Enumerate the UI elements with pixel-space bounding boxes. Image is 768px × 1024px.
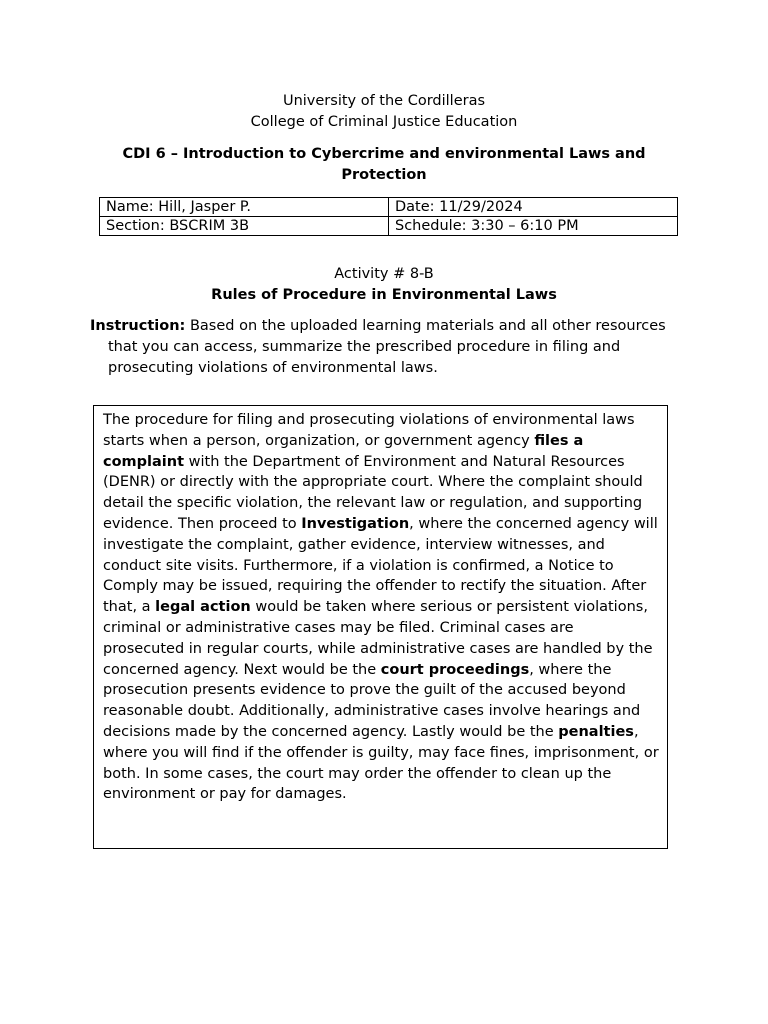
document-header xyxy=(0,91,768,133)
activity-heading xyxy=(0,264,768,306)
answer-text: with the Department of Environment and Natural Resources (DENR) or directly with the appropriate court. Where the complaint should detail the specific violation, the relevant law or regulation, and supporting evidence. Then proceed to xyxy=(103,453,643,532)
instruction-label: Instruction: xyxy=(90,318,186,334)
answer-text: , where you will find if the offender is guilty, may face fines, imprisonment, or both. In some cases, the court may order the offender to clean up the environment or pay for damages. xyxy=(103,723,659,803)
instruction-text: Based on the uploaded learning materials and all other resources that you can access, summarize the prescribed procedure in filing and prosecuting violations of environmental laws. xyxy=(108,318,666,376)
answer-text: The procedure for filing and prosecuting violations of environmental laws starts when a person, organization, or government agency xyxy=(103,412,635,449)
instruction-paragraph xyxy=(90,316,670,379)
submission-date: Date: 11/29/2024 xyxy=(389,198,678,217)
answer-keyword: Investigation xyxy=(301,515,410,532)
answer-text: would be taken where serious or persistent violations, criminal or administrative cases may be filed. Criminal cases are prosecuted in regular courts, while administrative cases are handled by the concerned agency. Next would be the xyxy=(103,599,653,678)
answer-keyword: penalties xyxy=(558,723,634,740)
activity-number: Activity # 8-B xyxy=(334,266,434,282)
answer-box xyxy=(93,405,668,849)
table-row xyxy=(100,198,678,217)
answer-text: , where the prosecution presents evidence to prove the guilt of the accused beyond reasonable doubt. Additionally, administrative cases involve hearings and decisions made by the concerned agency. Lastly would be the xyxy=(103,661,641,740)
answer-keyword: legal action xyxy=(155,599,251,616)
class-schedule: Schedule: 3:30 – 6:10 PM xyxy=(389,217,678,236)
activity-title: Rules of Procedure in Environmental Laws xyxy=(211,287,557,303)
table-row xyxy=(100,217,678,236)
university-name: University of the Cordilleras xyxy=(282,93,486,109)
answer-keyword: files a complaint xyxy=(103,432,584,470)
student-info-table xyxy=(99,197,678,236)
answer-text: , where the concerned agency will investigate the complaint, gather evidence, interview witnesses, and conduct site visits. Furthermore, if a violation is confirmed, a Notice to Comply may be issued, requiring the offender to rectify the situation. After that, a xyxy=(103,515,658,616)
student-name: Name: Hill, Jasper P. xyxy=(100,198,389,217)
student-section: Section: BSCRIM 3B xyxy=(100,217,389,236)
college-name: College of Criminal Justice Education xyxy=(250,114,518,130)
course-title: CDI 6 – Introduction to Cybercrime and environmental Laws and Protection xyxy=(122,146,646,183)
answer-keyword: court proceedings xyxy=(380,661,530,678)
